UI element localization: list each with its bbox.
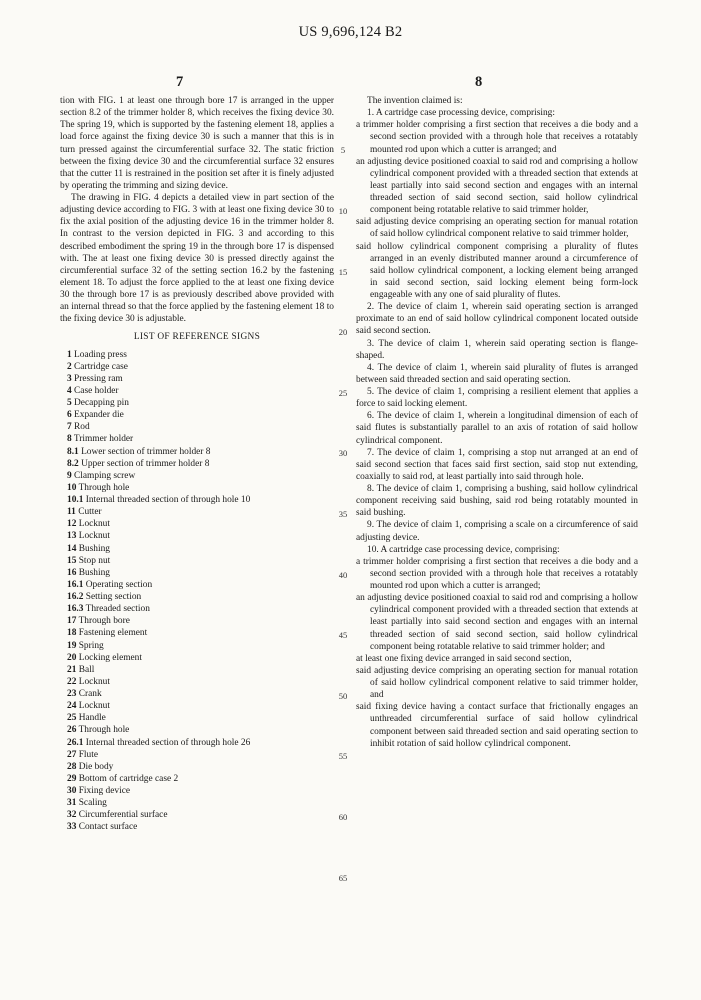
claim-paragraph: 2. The device of claim 1, wherein said operating section is arranged proximate to an end of said hollow cylindrical component located outside said second section. xyxy=(356,302,638,337)
reference-sign-label: Internal threaded section of through hole 26 xyxy=(85,737,251,748)
reference-sign-item xyxy=(60,749,334,761)
reference-sign-label: Contact surface xyxy=(78,822,138,833)
reference-sign-item xyxy=(60,470,334,482)
reference-sign-number: 9 xyxy=(67,470,72,481)
reference-signs-list xyxy=(60,349,334,834)
claim-element: at least one fixing device arranged in said second section, xyxy=(356,653,572,664)
description-paragraph: The drawing in FIG. 4 depicts a detailed view in part section of the adjusting device according to FIG. 3 with at least one fixing device 30 to fix the axial position of the adjusting device 16 in the trimmer holder 8. In contrast to the version depicted in FIG. 3 and according to this described embodiment the spring 19 in the through bore 17 is dispensed with. The at least one fixing device 30 is pressed directly against the circumferential surface 32 of the setting section 16.2 by the fastening element 18. To adjust the force applied to the at least one fixing device 30 the through bore 17 is as previously described above provided with an internal thread so that the force applied by the fastening element 18 to the fixing device 30 is adjustable. xyxy=(60,193,334,325)
line-number: 35 xyxy=(338,509,348,520)
reference-sign-item xyxy=(60,724,334,736)
claim-element: said adjusting device comprising an operating section for manual rotation of said hollow cylindrical component relative to said trimmer holder, and xyxy=(356,665,638,701)
reference-sign-number: 30 xyxy=(67,786,77,796)
reference-sign-label: Expander die xyxy=(74,410,124,421)
reference-sign-number: 17 xyxy=(67,616,77,627)
claim-paragraph: 3. The device of claim 1, wherein said operating section is flange-shaped. xyxy=(356,338,638,361)
reference-sign-number: 29 xyxy=(67,773,77,784)
claims-list xyxy=(356,107,638,750)
reference-sign-label: Handle xyxy=(78,713,106,724)
reference-sign-label: Fastening element xyxy=(78,628,148,639)
right-column-number: 8 xyxy=(475,74,483,90)
reference-sign-number: 1 xyxy=(67,349,72,360)
right-column xyxy=(356,95,638,750)
reference-sign-item xyxy=(60,676,334,688)
reference-sign-item xyxy=(60,482,334,494)
reference-sign-number: 10 xyxy=(67,482,77,493)
reference-sign-label: Cartridge case xyxy=(74,361,128,372)
claim-element: an adjusting device positioned coaxial to said rod and comprising a hollow cylindrical component provided with a threaded section that extends at least partially into said second section and engages with an internal threaded section of said second section, said hollow cylindrical component being rotatable relative to said trimmer holder, xyxy=(356,156,638,216)
reference-sign-label: Case holder xyxy=(74,385,119,396)
claim-element: an adjusting device positioned coaxial to said rod and comprising a hollow cylindrical component provided with a threaded section that extends at least partially into said second section and engages with an internal threaded section of said second section, said hollow cylindrical component being rotatable relative to said trimmer holder; and xyxy=(356,593,638,652)
claim-paragraph: 7. The device of claim 1, comprising a stop nut arranged at an end of said second section that faces said first section, said stop nut extending, coaxially to said rod, at least partially into said through hole. xyxy=(356,447,638,482)
reference-sign-label: Trimmer holder xyxy=(73,434,134,445)
reference-sign-number: 14 xyxy=(67,543,77,554)
reference-sign-number: 8 xyxy=(67,434,72,445)
reference-sign-label: Ball xyxy=(78,664,95,675)
reference-sign-number: 24 xyxy=(67,701,77,712)
reference-sign-number: 2 xyxy=(67,361,72,372)
reference-sign-number: 22 xyxy=(67,676,77,687)
reference-sign-item xyxy=(60,421,334,433)
reference-sign-number: 28 xyxy=(67,761,77,772)
reference-sign-number: 16.3 xyxy=(67,604,84,615)
reference-sign-number: 31 xyxy=(67,798,77,809)
reference-sign-item xyxy=(60,591,334,603)
line-number: 40 xyxy=(338,569,348,580)
reference-sign-label: Scaling xyxy=(78,798,107,809)
reference-sign-label: Through bore xyxy=(78,616,130,627)
reference-signs-heading: LIST OF REFERENCE SIGNS xyxy=(133,332,261,343)
reference-sign-label: Locking element xyxy=(78,652,142,663)
reference-sign-number: 16.2 xyxy=(67,592,84,602)
reference-sign-number: 27 xyxy=(67,749,77,760)
reference-sign-number: 33 xyxy=(67,822,77,833)
reference-sign-number: 8.1 xyxy=(67,446,79,457)
reference-sign-item xyxy=(60,712,334,724)
reference-sign-item xyxy=(60,446,334,458)
reference-sign-label: Lower section of trimmer holder 8 xyxy=(81,446,211,457)
reference-sign-item xyxy=(60,664,334,676)
reference-sign-number: 10.1 xyxy=(67,495,84,505)
reference-sign-number: 3 xyxy=(67,373,72,384)
reference-sign-item xyxy=(60,688,334,700)
reference-sign-item xyxy=(60,409,334,421)
reference-sign-item xyxy=(60,494,334,506)
claims-intro: The invention claimed is: xyxy=(367,96,463,106)
line-number: 25 xyxy=(338,387,348,398)
reference-sign-number: 13 xyxy=(67,531,77,542)
reference-sign-label: Flute xyxy=(78,749,98,760)
reference-sign-item xyxy=(60,397,334,409)
line-number: 55 xyxy=(338,751,348,762)
reference-sign-item xyxy=(60,543,334,555)
left-column-number: 7 xyxy=(176,74,184,90)
reference-sign-label: Die body xyxy=(78,761,114,772)
line-number: 65 xyxy=(338,872,348,883)
reference-sign-number: 19 xyxy=(67,640,77,651)
reference-sign-item xyxy=(60,530,334,542)
reference-sign-label: Bushing xyxy=(78,543,110,554)
reference-sign-item xyxy=(60,821,334,833)
reference-sign-item xyxy=(60,385,334,397)
reference-sign-item xyxy=(60,809,334,821)
reference-sign-label: Bushing xyxy=(78,567,110,578)
reference-sign-number: 18 xyxy=(67,628,77,639)
reference-sign-label: Through hole xyxy=(78,482,130,493)
reference-sign-item xyxy=(60,603,334,615)
reference-sign-item xyxy=(60,615,334,627)
claim-element: said adjusting device comprising an operating section for manual rotation of said hollow cylindrical component relative to said trimmer holder, xyxy=(356,217,638,240)
reference-sign-number: 32 xyxy=(67,810,77,821)
line-number: 45 xyxy=(338,630,348,641)
reference-sign-label: Clamping screw xyxy=(74,470,136,481)
reference-sign-number: 16.1 xyxy=(67,579,84,590)
reference-sign-item xyxy=(60,652,334,664)
reference-sign-item xyxy=(60,506,334,518)
reference-sign-label: Locknut xyxy=(78,701,110,712)
reference-sign-number: 4 xyxy=(67,385,72,396)
reference-sign-label: Decapping pin xyxy=(74,398,129,408)
reference-sign-item xyxy=(60,579,334,591)
reference-sign-label: Internal threaded section of through hole 10 xyxy=(85,495,251,505)
description-paragraph: tion with FIG. 1 at least one through bore 17 is arranged in the upper section 8.2 of the trimmer holder 8, which receives the fixing device 30. The spring 19, which is supported by the fastening element 18, applies a load force against the fixing device 30 is such a manner that this is in turn pressed against the circumferential surface 32. The static friction between the fixing device 30 and the circumferential surface 32 ensures that the cutter 11 is restrained in the position set after it is finely adjusted by operating the trimming and sizing device. xyxy=(60,96,334,191)
reference-sign-item xyxy=(60,361,334,373)
reference-sign-label: Loading press xyxy=(74,349,127,360)
reference-sign-item xyxy=(60,797,334,809)
reference-sign-number: 12 xyxy=(67,519,77,530)
reference-sign-item xyxy=(60,700,334,712)
reference-sign-label: Spring xyxy=(78,640,104,651)
reference-sign-number: 26.1 xyxy=(67,737,84,748)
claim-paragraph: 5. The device of claim 1, comprising a resilient element that applies a force to said locking element. xyxy=(356,387,638,410)
reference-sign-item xyxy=(60,761,334,773)
reference-sign-number: 6 xyxy=(67,410,72,421)
reference-sign-number: 15 xyxy=(67,555,77,566)
reference-sign-label: Upper section of trimmer holder 8 xyxy=(81,458,210,469)
claim-element: a trimmer holder comprising a first section that receives a die body and a second section provided with a through hole that receives a rotatably mounted rod upon which a cutter is arranged; and xyxy=(356,120,638,155)
claim-paragraph: 8. The device of claim 1, comprising a bushing, said hollow cylindrical component receiving said bushing, said rod being rotatably mounted in said bushing. xyxy=(356,484,638,519)
reference-sign-label: Locknut xyxy=(78,519,110,530)
line-number: 15 xyxy=(338,266,348,277)
reference-sign-item xyxy=(60,518,334,530)
reference-sign-label: Stop nut xyxy=(78,555,111,566)
line-number: 50 xyxy=(338,690,348,701)
reference-sign-number: 21 xyxy=(67,664,77,675)
claim-element: a trimmer holder comprising a first section that receives a die body and a second section provided with a through hole that receives a rotatably mounted rod upon which a cutter is arranged; xyxy=(356,556,638,591)
reference-sign-item xyxy=(60,555,334,567)
claim-paragraph: 9. The device of claim 1, comprising a scale on a circumference of said adjusting device. xyxy=(356,520,638,543)
reference-sign-item xyxy=(60,773,334,785)
reference-sign-item xyxy=(60,567,334,579)
reference-sign-number: 5 xyxy=(67,398,72,408)
reference-sign-label: Operating section xyxy=(85,579,153,590)
reference-sign-item xyxy=(60,433,334,445)
reference-sign-label: Pressing ram xyxy=(74,373,123,384)
reference-sign-number: 26 xyxy=(67,725,77,736)
line-number: 5 xyxy=(340,145,346,156)
reference-sign-item xyxy=(60,458,334,470)
reference-sign-number: 20 xyxy=(67,652,77,663)
claim-element: said hollow cylindrical component comprising a plurality of flutes arranged in an evenly distributed manner around a circumference of said hollow cylindrical component, a locking element being arranged in said second section, said locking element being form-lock engageable with any one of said plurality of flutes. xyxy=(356,241,638,300)
reference-sign-number: 11 xyxy=(67,507,76,518)
reference-sign-label: Circumferential surface xyxy=(78,810,168,821)
claim-paragraph: 4. The device of claim 1, wherein said plurality of flutes is arranged between said threaded section and said operating section. xyxy=(356,362,638,385)
line-number: 30 xyxy=(338,448,348,459)
reference-sign-label: Cutter xyxy=(78,507,102,518)
line-number: 20 xyxy=(338,327,348,338)
reference-sign-item xyxy=(60,627,334,639)
line-number: 60 xyxy=(338,812,348,823)
reference-sign-label: Locknut xyxy=(78,676,110,687)
reference-sign-number: 25 xyxy=(67,713,77,724)
reference-sign-label: Setting section xyxy=(85,592,142,602)
reference-sign-number: 23 xyxy=(67,689,77,699)
reference-sign-number: 16 xyxy=(67,567,77,578)
reference-sign-label: Rod xyxy=(74,422,90,433)
reference-sign-label: Crank xyxy=(78,689,102,699)
reference-sign-number: 8.2 xyxy=(67,458,79,469)
reference-sign-label: Locknut xyxy=(78,531,110,542)
reference-sign-label: Through hole xyxy=(78,725,130,736)
reference-sign-item xyxy=(60,785,334,797)
claim-paragraph: 6. The device of claim 1, wherein a longitudinal dimension of each of said flutes is substantially parallel to an axis of rotation of said hollow cylindrical component. xyxy=(356,411,638,446)
reference-sign-label: Threaded section xyxy=(85,604,150,615)
left-column xyxy=(60,95,334,834)
line-number: 10 xyxy=(338,206,348,217)
claim-paragraph: 10. A cartridge case processing device, comprising: xyxy=(367,544,560,555)
patent-number-header: US 9,696,124 B2 xyxy=(298,24,403,40)
reference-sign-item xyxy=(60,373,334,385)
reference-sign-item xyxy=(60,640,334,652)
reference-sign-label: Fixing device xyxy=(78,786,131,796)
reference-sign-number: 7 xyxy=(67,422,72,433)
claim-paragraph: 1. A cartridge case processing device, comprising: xyxy=(367,108,555,119)
reference-sign-item xyxy=(60,349,334,361)
reference-sign-item xyxy=(60,737,334,749)
claim-element: said fixing device having a contact surface that frictionally engages an unthreaded circumferential surface of said hollow cylindrical component between said threaded section and said operating section to inhibit rotation of said hollow cylindrical component. xyxy=(356,702,638,749)
reference-sign-label: Bottom of cartridge case 2 xyxy=(78,773,179,784)
